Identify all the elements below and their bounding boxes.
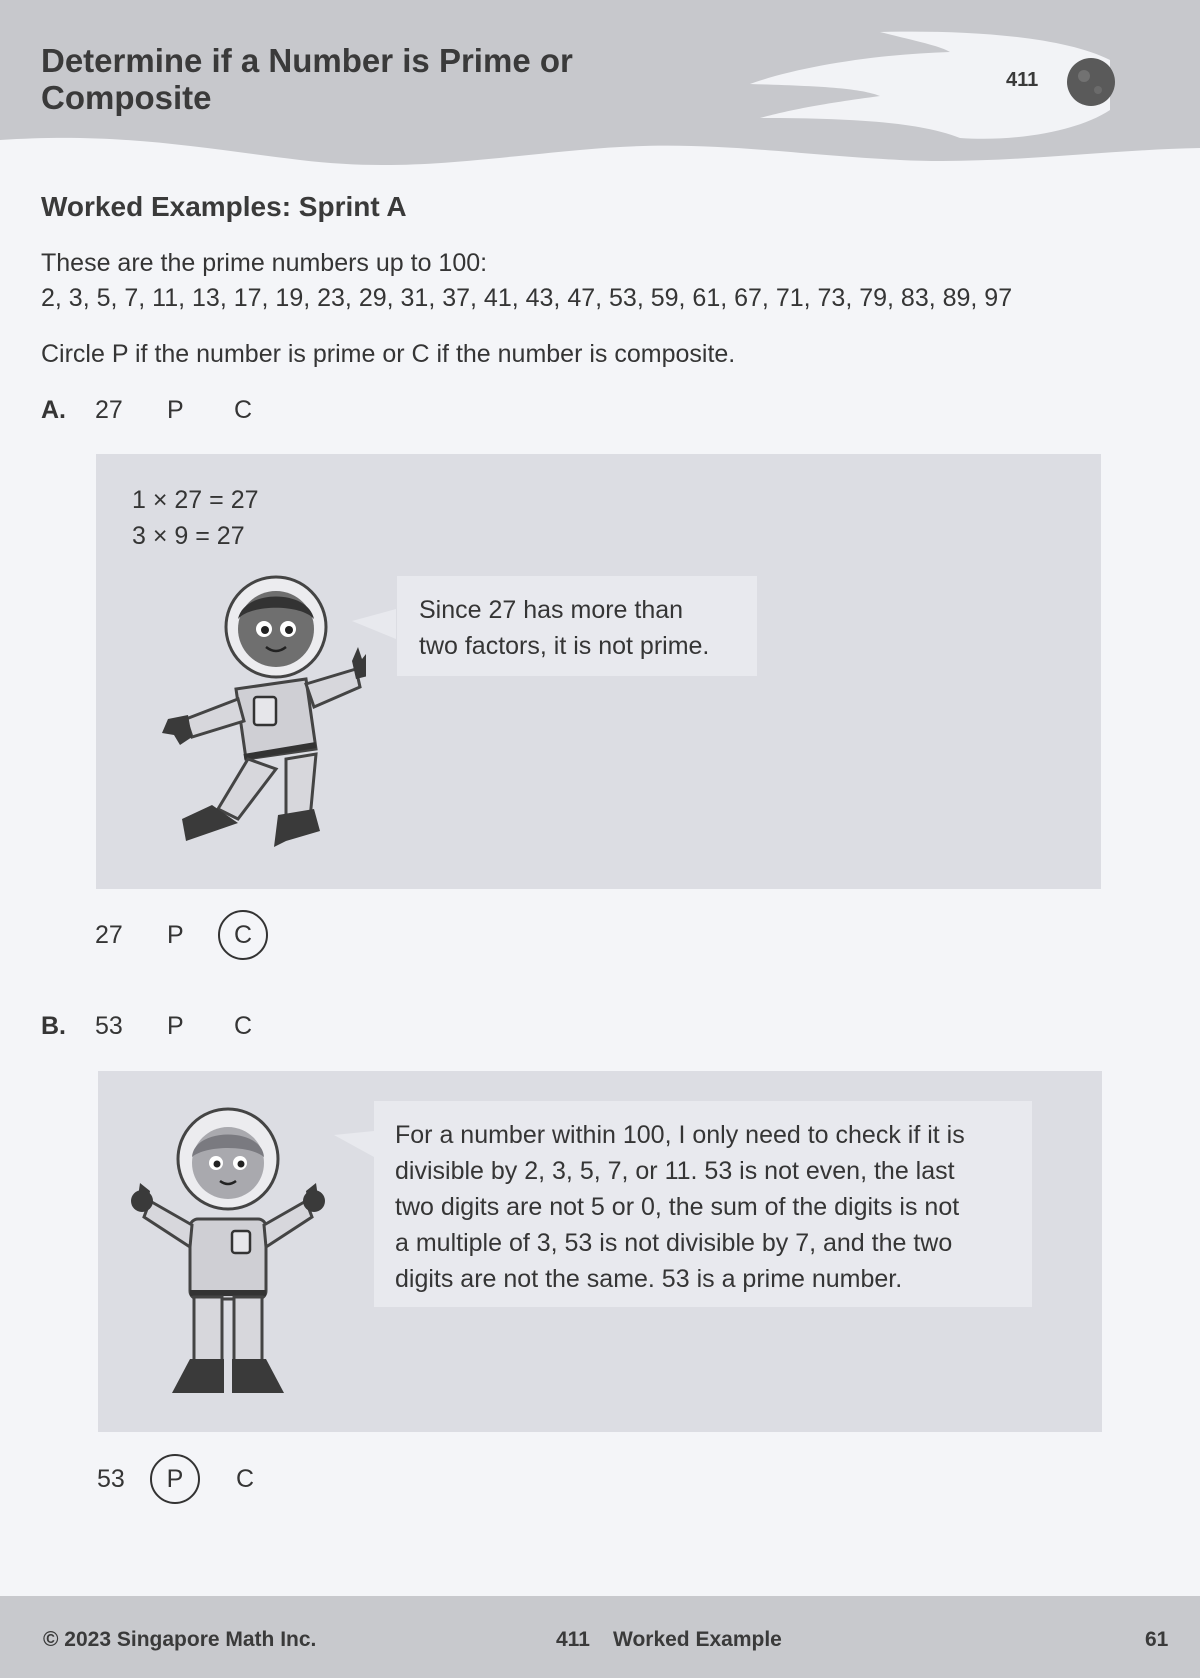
- instruction-text: Circle P if the number is prime or C if the number is composite.: [41, 340, 736, 368]
- answer-b-option-c: C: [236, 1465, 255, 1493]
- speech-bubble-a: Since 27 has more than two factors, it is not prime.: [397, 576, 757, 676]
- answer-a-number: 27: [95, 921, 123, 949]
- answer-b-circled-option: [150, 1454, 200, 1504]
- answer-a-option-c: C: [233, 920, 253, 949]
- bubble-tail: [334, 1131, 374, 1157]
- prime-list: 2, 3, 5, 7, 11, 13, 17, 19, 23, 29, 31, 37, 41, 43, 47, 53, 59, 61, 67, 71, 73, 79, 83, 89, 97: [41, 284, 1013, 312]
- copyright-text: © 2023 Singapore Math Inc.: [43, 1628, 317, 1651]
- astronaut-boy-illustration: [128, 1101, 328, 1401]
- footer-lesson-number: 411: [556, 1628, 590, 1651]
- page-title: Determine if a Number is Prime or Composite: [41, 42, 573, 116]
- page-footer: [0, 1596, 1200, 1678]
- example-a-letter: A.: [41, 396, 66, 424]
- work-line-1: 1 × 27 = 27: [132, 486, 259, 514]
- example-b-option-c: C: [234, 1012, 253, 1040]
- example-a-number: 27: [95, 396, 123, 424]
- speech-bubble-b: For a number within 100, I only need to check if it is divisible by 2, 3, 5, 7, or 11. 53 is not even, the last two digits are not 5 or 0, the sum of the digits is not a multiple of 3, 53 is not divisible by 7, and the two digits are not the same. 53 is a prime number.: [374, 1101, 1032, 1307]
- lesson-number: 411: [1006, 69, 1039, 91]
- example-a-option-p: P: [167, 396, 184, 424]
- example-a-panel: [96, 454, 1101, 889]
- answer-b-number: 53: [97, 1465, 125, 1493]
- bubble-tail: [352, 609, 396, 639]
- intro-text: These are the prime numbers up to 100:: [41, 249, 488, 277]
- work-line-2: 3 × 9 = 27: [132, 522, 245, 550]
- answer-b-option-p: P: [166, 1464, 184, 1493]
- example-a-option-c: C: [234, 396, 253, 424]
- example-b-panel: [98, 1071, 1102, 1432]
- example-b-letter: B.: [41, 1012, 66, 1040]
- answer-a-option-p: P: [167, 921, 184, 949]
- page-number: 61: [1145, 1628, 1169, 1651]
- astronaut-girl-illustration: [126, 569, 366, 849]
- section-heading: Worked Examples: Sprint A: [41, 191, 407, 222]
- answer-a-circled-option: [218, 910, 268, 960]
- example-b-number: 53: [95, 1012, 123, 1040]
- footer-lesson-label: Worked Example: [613, 1628, 782, 1651]
- meteor-icon: [1067, 58, 1115, 106]
- page-header: [0, 0, 1200, 175]
- example-b-option-p: P: [167, 1012, 184, 1040]
